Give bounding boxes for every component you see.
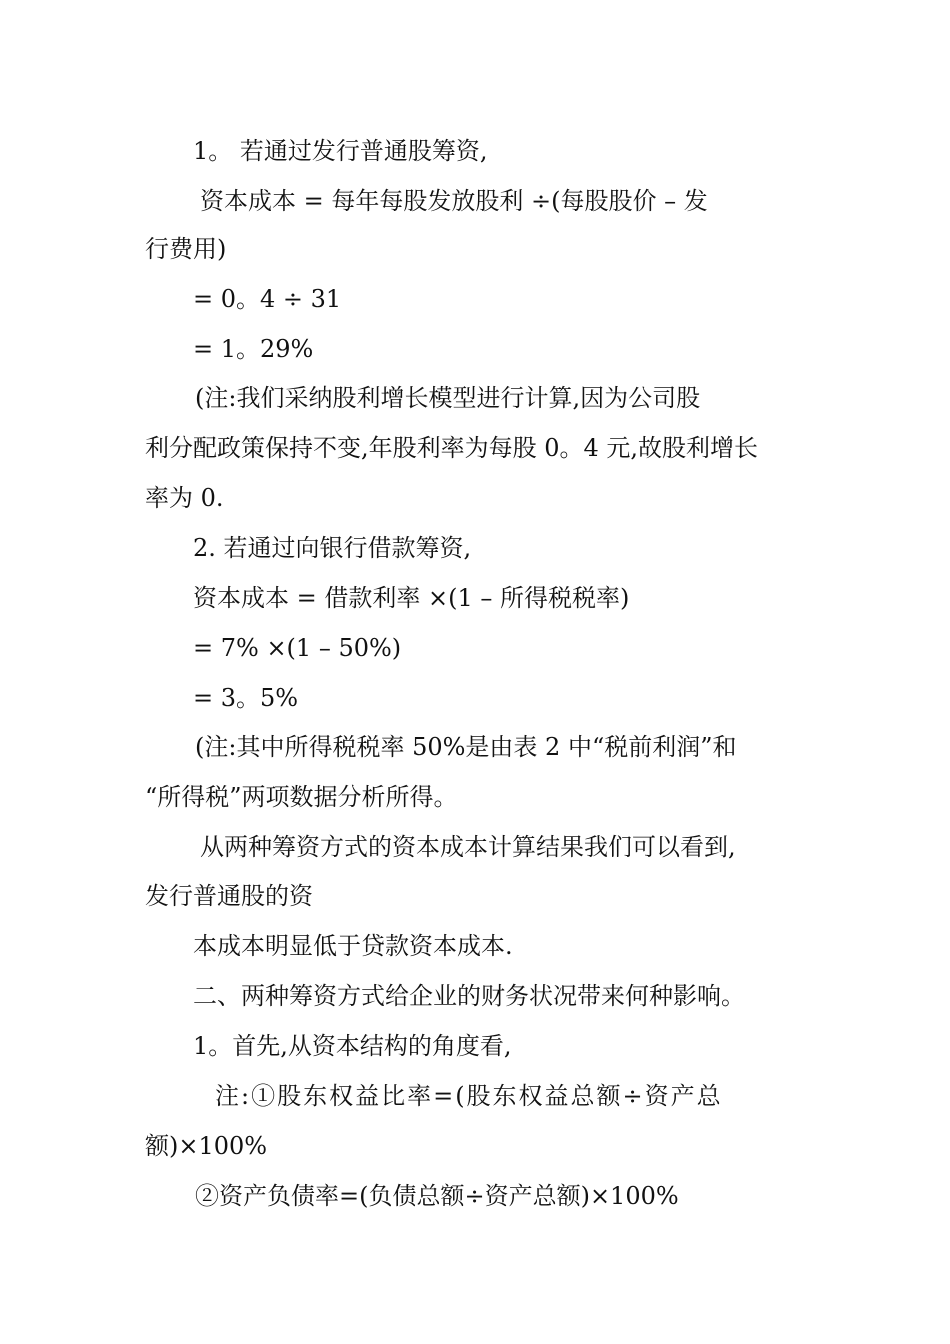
text-line: 1。首先,从资本结构的角度看,: [193, 1032, 512, 1060]
text-line: = 1。29%: [193, 335, 314, 363]
text-line: ②资产负债率=(负债总额÷资产总额)×100%: [195, 1182, 679, 1210]
text-line: “所得税”两项数据分析所得。: [145, 783, 458, 811]
text-line: 额)×100%: [145, 1132, 268, 1160]
text-line: (注:其中所得税税率 50%是由表 2 中“税前利润”和: [195, 733, 737, 761]
text-line: = 7% ×(1 – 50%): [193, 634, 402, 662]
text-line: = 3。5%: [193, 684, 299, 712]
text-line: 从两种筹资方式的资本成本计算结果我们可以看到,: [200, 833, 736, 861]
text-line: 资本成本 = 借款利率 ×(1 – 所得税税率): [193, 584, 630, 612]
text-line: 注:①股东权益比率=(股东权益总额÷资产总: [215, 1082, 723, 1110]
text-line: 2. 若通过向银行借款筹资,: [193, 534, 472, 562]
text-line: 行费用): [145, 235, 227, 263]
text-line: (注:我们采纳股利增长模型进行计算,因为公司股: [195, 384, 701, 412]
text-line: = 0。4 ÷ 31: [193, 285, 342, 313]
text-line: 发行普通股的资: [145, 882, 313, 910]
text-line: 二、两种筹资方式给企业的财务状况带来何种影响。: [193, 982, 745, 1010]
text-line: 率为 0.: [145, 484, 224, 512]
text-line: 1。 若通过发行普通股筹资,: [193, 137, 488, 165]
text-line: 利分配政策保持不变,年股利率为每股 0。4 元,故股利增长: [145, 434, 759, 462]
text-line: 本成本明显低于贷款资本成本.: [193, 932, 513, 960]
text-line: 资本成本 = 每年每股发放股利 ÷(每股股价 – 发: [200, 187, 708, 215]
